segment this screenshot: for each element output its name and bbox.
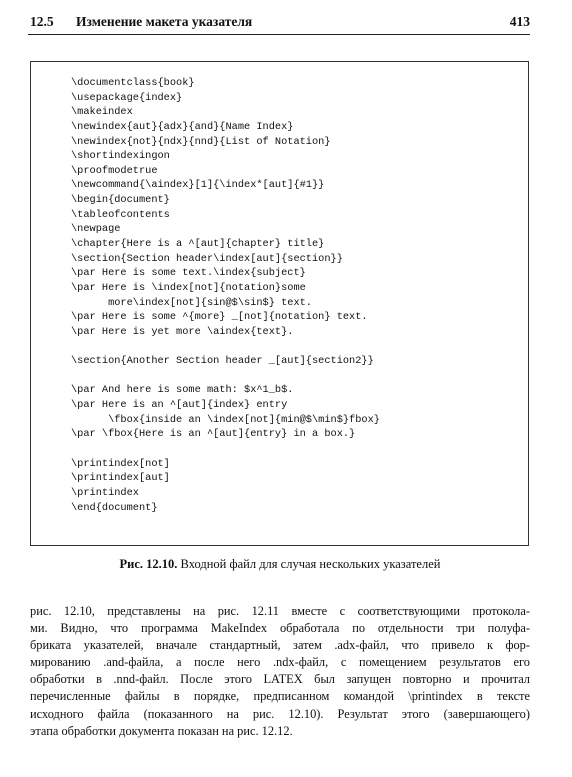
code-line: \newcommand{\aindex}[1]{\index*[aut]{#1}} [71, 179, 325, 192]
code-line: \par Here is an ^[aut]{index} entry [71, 399, 288, 412]
code-line: \documentclass{book} [71, 77, 195, 89]
code-line: \end{document} [71, 501, 158, 514]
body-line: бриката указателей, вначале стандартный, затем .adx-файл, что привело к фор- [30, 638, 530, 653]
figure-caption [30, 557, 530, 572]
code-line [71, 442, 380, 457]
code-listing [71, 76, 380, 515]
page-number: 413 [509, 14, 530, 29]
code-line: \section{Another Section header _[aut]{section2}} [71, 355, 374, 368]
code-line: \printindex[aut] [71, 472, 170, 485]
caption-text: Входной файл для случая нескольких указателей [180, 557, 441, 571]
body-line: обработки в .nnd-файл. После этого LATEX был запущен повторно и прочитал [30, 672, 530, 687]
code-line: \par And here is some math: $x^1_b$. [71, 384, 294, 397]
caption-label: Рис. 12.10. [119, 557, 178, 571]
code-listing-box [30, 61, 529, 546]
body-line: исходного файла (показанного на рис. 12.10). Результат этого (завершающего) [30, 706, 530, 721]
code-line [71, 369, 380, 384]
section-number: 12.5 [30, 14, 54, 29]
code-line: \newpage [71, 223, 121, 236]
body-line: перечисленные файлы в порядке, предписанном командой \printindex в тексте [30, 689, 530, 704]
code-line: \par Here is some ^{more} _[not]{notation} text. [71, 311, 368, 324]
code-line: \begin{document} [71, 194, 170, 207]
code-line: \proofmodetrue [71, 164, 158, 177]
code-line: more\index[not]{sin@$\sin$} text. [71, 296, 312, 309]
code-line: \chapter{Here is a ^[aut]{chapter} title} [71, 238, 325, 251]
code-line: \newindex{not}{ndx}{nnd}{List of Notation} [71, 135, 331, 148]
code-line: \usepackage{index} [71, 91, 183, 104]
code-line: \par Here is yet more \aindex{text}. [71, 325, 294, 338]
code-line: \tableofcontents [71, 208, 170, 221]
body-line: мированию .and-файла, а после него .ndx-файл, с помещением результатов его [30, 655, 530, 670]
body-paragraph [30, 603, 530, 740]
code-line: \par Here is some text.\index{subject} [71, 267, 306, 280]
code-line: \makeindex [71, 106, 133, 119]
code-line: \shortindexingon [71, 150, 170, 163]
code-line: \fbox{inside an \index[not]{min@$\min$}fbox} [71, 413, 380, 426]
code-line: \printindex[not] [71, 457, 170, 470]
body-line: этапа обработки документа показан на рис. 12.12. [30, 723, 293, 738]
code-line: \printindex [71, 486, 139, 499]
running-header [30, 14, 530, 34]
code-line: \newindex{aut}{adx}{and}{Name Index} [71, 120, 294, 133]
code-line: \par \fbox{Here is an ^[aut]{entry} in a box.} [71, 428, 356, 441]
code-line: \section{Section header\index[aut]{section}} [71, 252, 343, 265]
code-line: \par Here is \index[not]{notation}some [71, 281, 306, 294]
body-line: рис. 12.10, представлены на рис. 12.11 вместе с соответствующими протокола- [30, 604, 530, 618]
header-rule [28, 34, 530, 35]
section-title: Изменение макета указателя [76, 14, 253, 29]
body-line: ми. Видно, что программа MakeIndex обработала по отдельности три полуфа- [30, 621, 530, 636]
code-line [71, 340, 380, 355]
